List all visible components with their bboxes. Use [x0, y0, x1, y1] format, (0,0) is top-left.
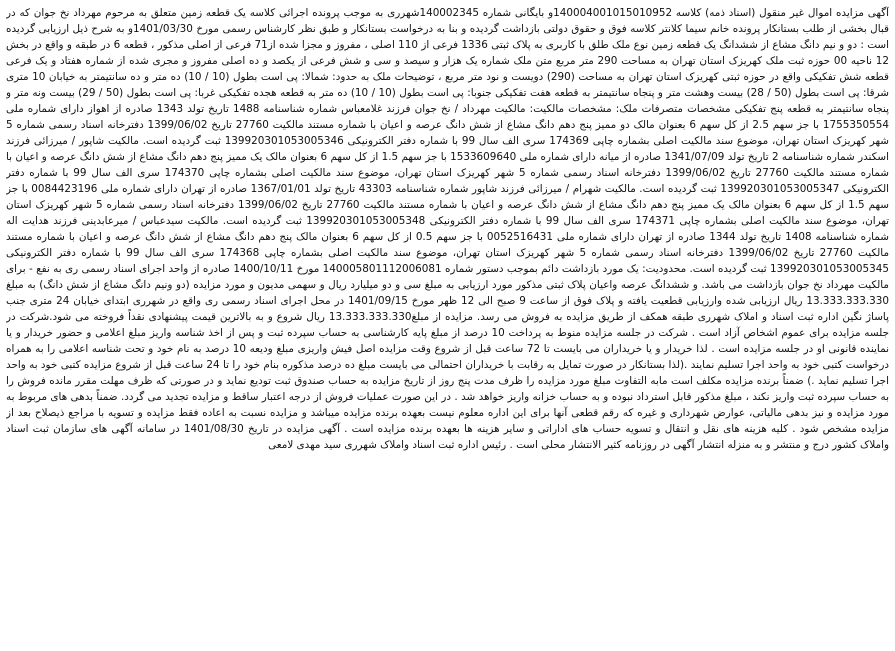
notice-body-text: آگهی مزایده اموال غیر منقول (اسناد ذمه) کلاسه 140004001015010952و بایگانی شماره 140002345شهرری به موجب پرونده اجرائی کلاسه یک قطعه زمین متعلق به مرحوم مهرداد نخ جوان که در قبال بخشی از طلب بستانکار پرونده خانم سیما کلانتر کلاسه فوق و حقوق دولتی بازداشت گردیده و بنا به درخواست بستانکار و طبق نظر کارشناس رسمی مورخ 1401/03/30و به شرح ذیل ارزیابی گردیده است : دو و نیم دانگ مشاع از ششدانگ یک قطعه زمین نوع ملک طلق با کاربری به پلاک ثبتی 1336 فرعی از 110 اصلی ، مفروز و مجزا شده از71 فرعی از اصلی مذکور ، قطعه 6 در طبقه و واقع در بخش 12 ناحیه 00 حوزه ثبت ملک کهریزک استان تهران به مساحت 290 متر مربع متن ملک شماره یک هزار و سیصد و سی و شش فرعی از یکصد و ده اصلی مفروز و مجری شده از شماره هفتاد و یک فرعی قطعه شش تفکیکی واقع در حوزه ثبتی کهریزک استان تهران به مساحت (290) دویست و نود متر مربع ، توضیحات ملک به حدود: شمالا: پی است بطول (10 / 10) ده متر و ده سانتیمتر به خیابان 10 متری شرقا: پی است بطول (50 / 28) بیست وهشت متر و پنجاه سانتیمتر به قطعه هفت تفکیکی جنوبا: پی است بطول (10 / 10) ده متر به قطعه هجده تفکیکی غربا: پی است بطول (50 / 29) بیست ونه متر و پنجاه سانتیمتر به قطعه پنج تفکیکی مشخصات متصرفات ملک: مشخصات مالکیت: مالکیت مهرداد / نخ جوان فرزند غلامعباس شماره شناسنامه 1488 تاریخ تولد 1343 صادره از اهواز دارای شماره ملی 1755350554 با جز سهم 2.5 از کل سهم 6 بعنوان مالک دو ممیز پنج دهم دانگ مشاع از شش دانگ عرصه و اعیان با شماره مستند مالکیت 27760 تاریخ 1399/06/02 دفترخانه اسناد رسمی شماره 5 شهر کهریزک استان تهران، موضوع سند مالکیت اصلی بشماره چاپی 174369 سری الف سال 99 با شماره دفتر الکترونیکی 139920301053005346 ثبت گردیده است. مالکیت شاپور / میرزائی فرزند اسکندر شماره شناسنامه 2 تاریخ تولد 1341/07/09 صادره از میانه دارای شماره ملی 1533609640 با جز سهم 1.5 از کل سهم 6 بعنوان مالک یک ممیز پنج دهم دانگ مشاع از شش دانگ عرصه و اعیان با شماره مستند مالکیت 27760 تاریخ 1399/06/02 دفترخانه اسناد رسمی شماره 5 شهر کهریزک استان تهران، موضوع سند مالکیت اصلی بشماره چاپی 174370 سری الف سال 99 با شماره دفتر الکترونیکی 139920301053005347 ثبت گردیده است. مالکیت شهرام / میرزائی فرزند شاپور شماره شناسنامه 43303 تاریخ تولد 1367/01/01 صادره از تهران دارای شماره ملی 0084423196 با جز سهم 1.5 از کل سهم 6 بعنوان مالک یک ممیز پنج دهم دانگ مشاع از شش دانگ عرصه و اعیان با شماره مستند مالکیت 27760 تاریخ 1399/06/02 دفترخانه اسناد رسمی شماره 5 شهر کهریزک استان تهران، موضوع سند مالکیت اصلی بشماره چاپی 174371 سری الف سال 99 با شماره دفتر الکترونیکی 139920301053005348 ثبت گردیده است. مالکیت سیدعباس / میرعابدینی فرزند هدایت اله شماره شناسنامه 1408 تاریخ تولد 1344 صادره از تهران دارای شماره ملی 0052516431 با جز سهم 0.5 از کل سهم 6 بعنوان مالک پنج دهم دانگ مشاع از شش دانگ عرصه و اعیان با شماره مستند مالکیت 27760 تاریخ 1399/06/02 دفترخانه اسناد رسمی شماره 5 شهر کهریزک استان تهران، موضوع سند مالکیت اصلی بشماره چاپی 174368 سری الف سال 99 با شماره دفتر الکترونیکی 139920301053005345 ثبت گردیده است. محدودیت: یک مورد بازداشت دائم بموجب دستور شماره 140005801112006081 مورخ 1400/10/11 صادره از واحد اجرای اسناد رسمی ری به نفع - برای مالکیت مهرداد نخ جوان بازداشت می باشد. و ششدانگ عرصه واعیان پلاک ثبتی مذکور مورد ارزیابی به مبلغ سی و دو میلیارد ریال و سهمی مدیون و مورد مزایده (دو ونیم دانگ مشاع از شش دانگ) به مبلغ 13.333.333.330 ریال ارزیابی شده وارزیابی قطعیت یافته و پلاک فوق از ساعت 9 صبح الی 12 ظهر مورخ 1401/09/15 در محل اجرای اسناد رسمی ری واقع در شهرری ابتدای خیابان 24 متری جنب پاساژ نگین اداره ثبت اسناد و املاک شهرری طبقه همکف از طریق مزایده به فروش می رسد. مزایده از مبلغ13.333.333.330 ریال شروع و به بالاترین قیمت پیشنهادی نقداً فروخته می شود.شرکت در جلسه مزایده برای عموم اشخاص آزاد است . شرکت در جلسه مزایده منوط به پرداخت 10 درصد از مبلغ پایه کارشناسی به حساب سپرده ثبت و پس از اخذ شناسه واریز مبلغ اعلامی و حضور خریدار و یا نماینده قانونی او در جلسه مزایده است . لذا خریدار و یا خریداران می بایست تا 72 ساعت قبل از شروع وقت مزایده اصل فیش واریزی مبلغ ودیعه 10 درصد به نام خود و تحت شناسه اعلامی را به همراه درخواست کتبی خود به واحد اجرا تسلیم نمایند .(لذا بستانکار در صورت تمایل به رقابت با خریداران احتمالی می بایست مبلغ ده درصد مذکوره بنام خود را تا 24 ساعت قبل از شروع مزایده کتبی خود به واحد اجرا تسلیم نماید .) ضمناً برنده مزایده مکلف است مابه التفاوت مبلغ مورد مزایده را ظرف مدت پنج روز از تاریخ مزایده به حساب صندوق ثبت تودیع نماید و در صورتی که ظرف مهلت مقرر مانده فروش را به حساب سپرده ثبت واریز نکند ، مبلغ مذکور قابل استرداد نبوده و به حساب خزانه واریز خواهد شد . در این صورت عملیات فروش از درجه اعتبار ساقط و مزایده تجدید می گردد. ضمناً بدهی های مربوط به مورد مزایده و نیز بدهی مالیاتی، عوارض شهرداری و غیره که رقم قطعی آنها برای این اداره معلوم نیست بعهده برنده مزایده میباشد و مزایده نسبت به اعاده فقط مزایده و تسویه با مراجع ذیصلاح بعد از مزایده مشخص شود . کلیه هزینه های نقل و انتقال و تسویه حساب های اداراتی و سایر هزینه ها بعهده برنده مزایده است . آگهی مزایده در تاریخ 1401/08/30 در سامانه آگهی های سازمان ثبت اسناد واملاک کشور درج و منتشر و به منزله انتشار آگهی در روزنامه کثیر الانتشار محلی است . رئیس اداره ثبت اسناد واملاک شهرری سید مهدی لامعی — [6, 7, 889, 451]
auction-notice — [6, 6, 889, 645]
